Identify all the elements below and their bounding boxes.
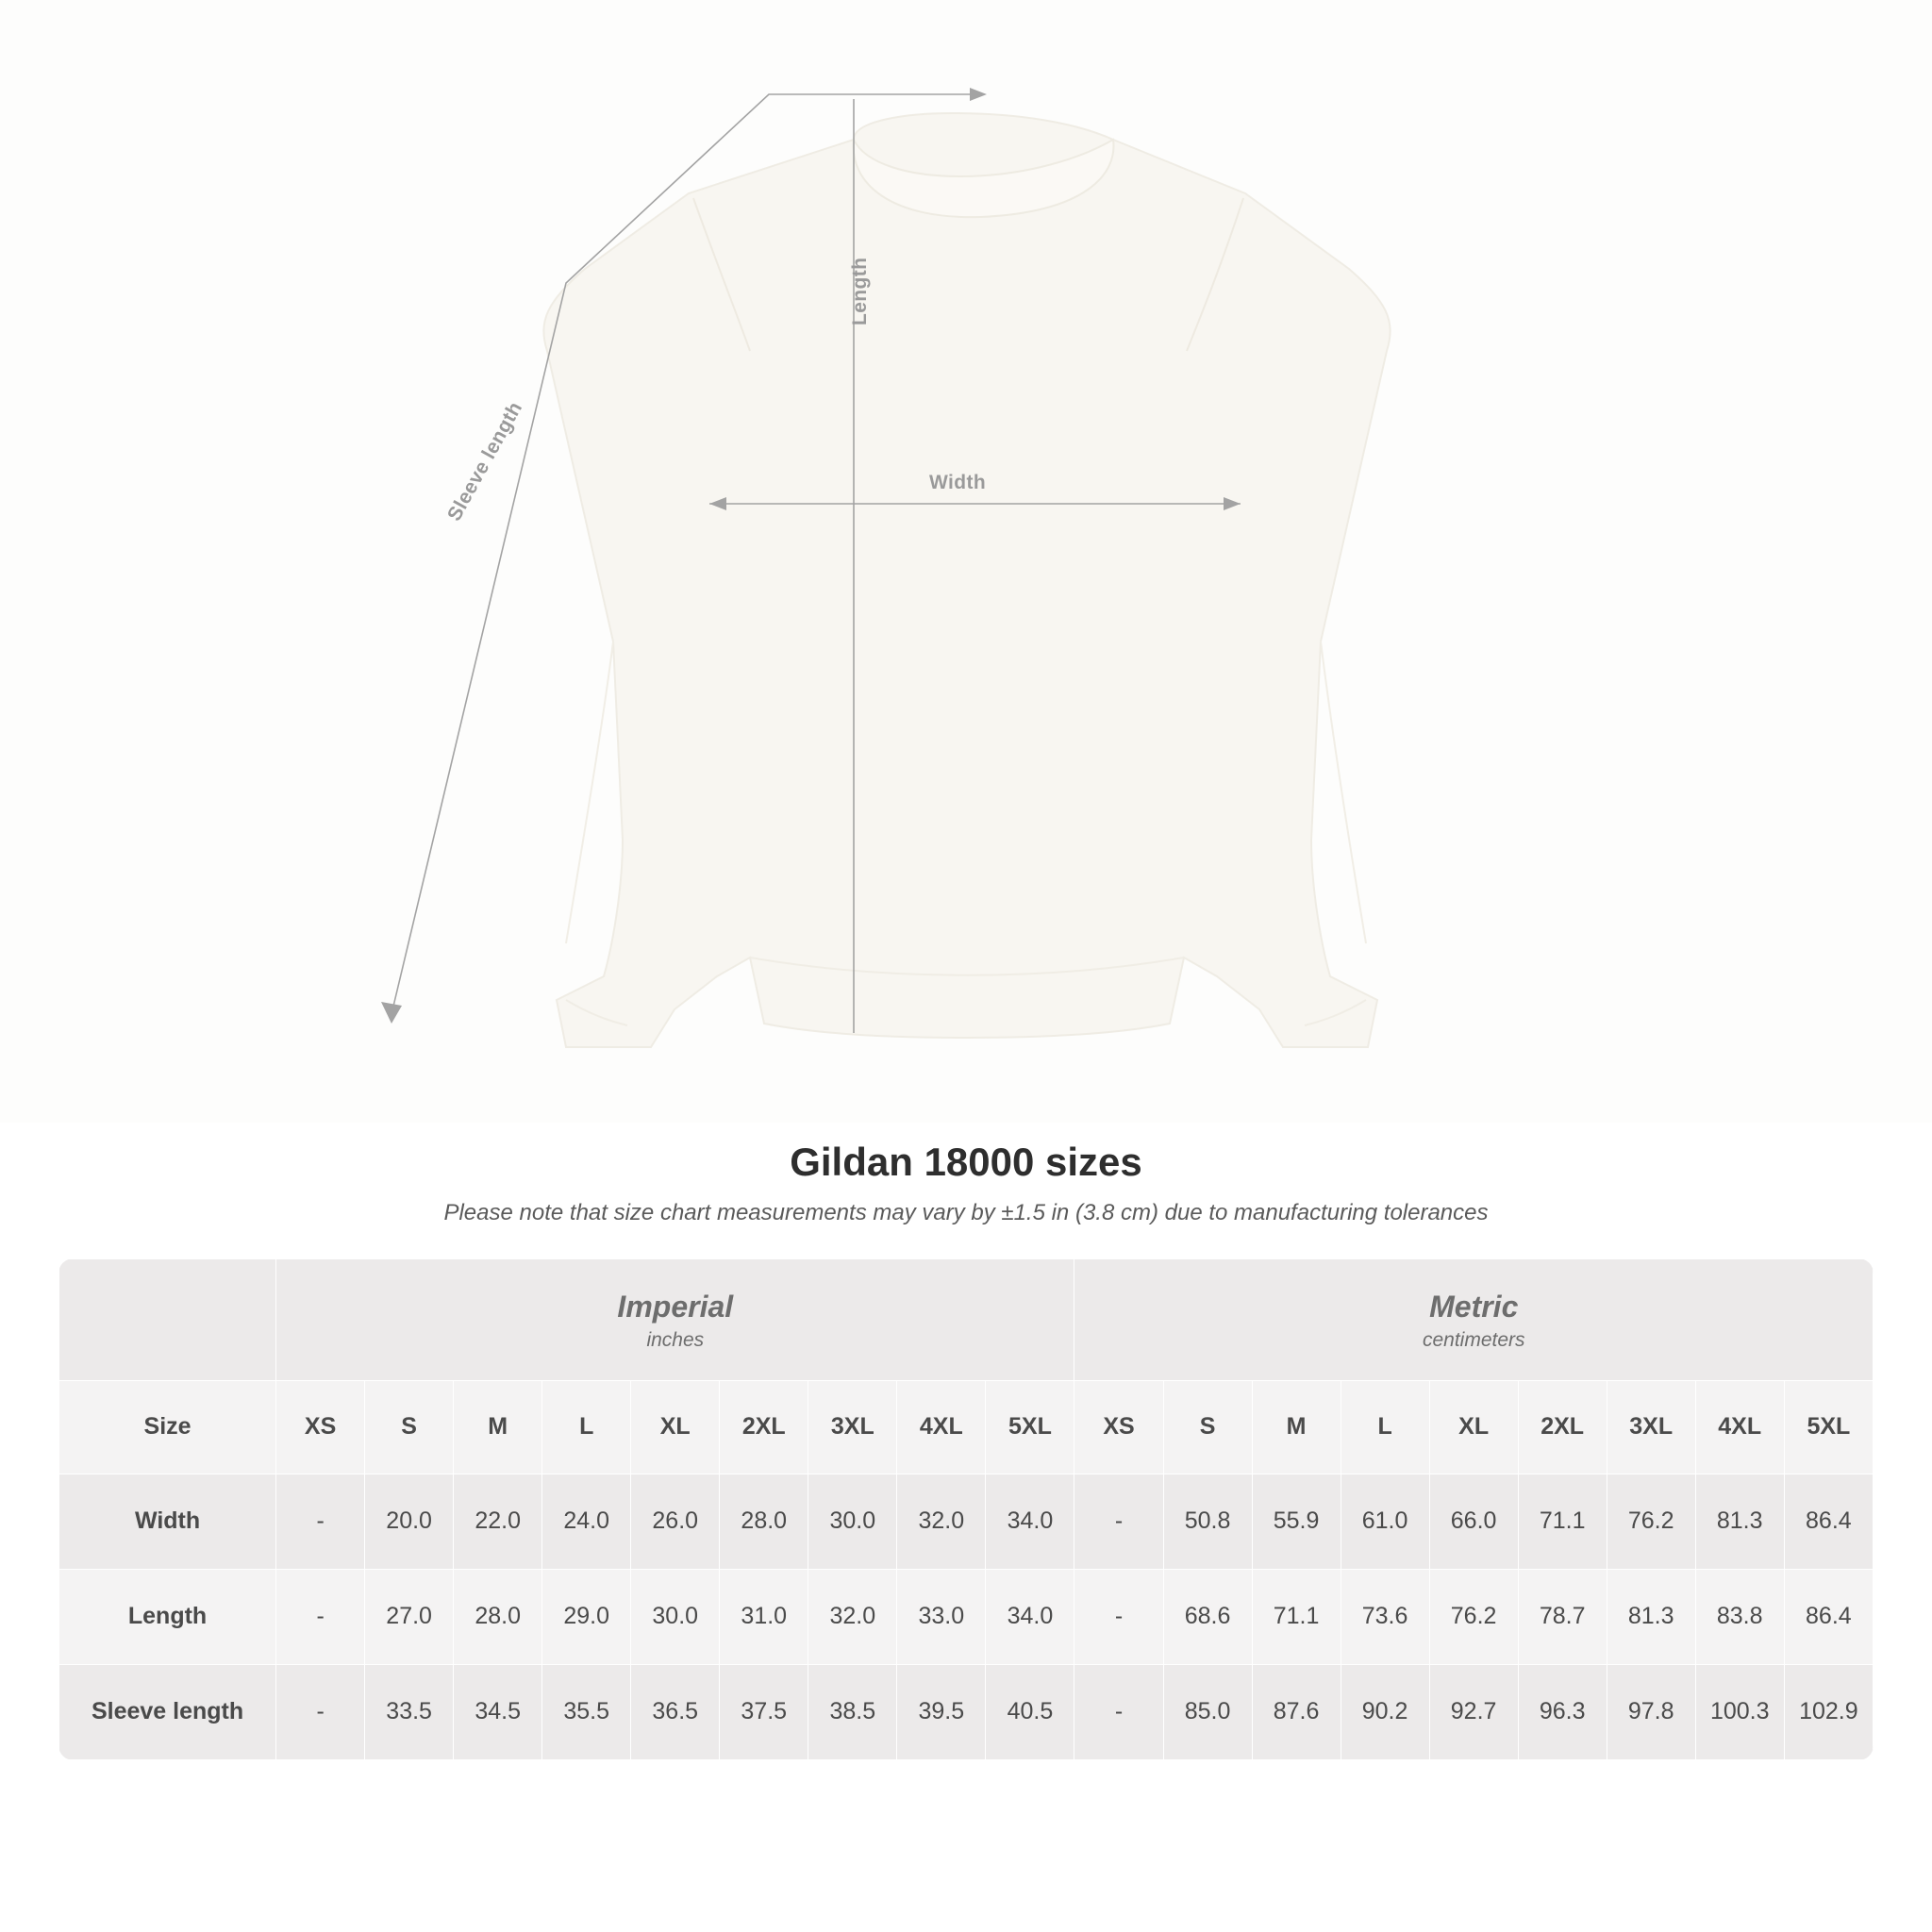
sleeve-metric-xs: - bbox=[1074, 1664, 1163, 1759]
width-metric-3xl: 76.2 bbox=[1607, 1474, 1695, 1569]
width-imperial-l: 24.0 bbox=[542, 1474, 631, 1569]
row-label-width: Width bbox=[59, 1474, 276, 1569]
width-metric-xs: - bbox=[1074, 1474, 1163, 1569]
length-imperial-5xl: 34.0 bbox=[986, 1569, 1074, 1664]
page-title: Gildan 18000 sizes bbox=[790, 1140, 1142, 1184]
length-metric-2xl: 78.7 bbox=[1518, 1569, 1607, 1664]
size-header-imperial-m: M bbox=[454, 1380, 542, 1474]
sweatshirt-shape bbox=[543, 113, 1390, 1047]
table-row bbox=[59, 1569, 1874, 1664]
size-header-label: Size bbox=[59, 1380, 276, 1474]
sleeve-imperial-5xl: 40.5 bbox=[986, 1664, 1074, 1759]
length-imperial-4xl: 33.0 bbox=[897, 1569, 986, 1664]
length-imperial-xl: 30.0 bbox=[631, 1569, 720, 1664]
width-imperial-3xl: 30.0 bbox=[808, 1474, 897, 1569]
width-imperial-s: 20.0 bbox=[365, 1474, 454, 1569]
row-label-sleeve-length: Sleeve length bbox=[59, 1664, 276, 1759]
width-metric-l: 61.0 bbox=[1341, 1474, 1429, 1569]
width-metric-xl: 66.0 bbox=[1429, 1474, 1518, 1569]
length-metric-m: 71.1 bbox=[1252, 1569, 1341, 1664]
length-metric-xl: 76.2 bbox=[1429, 1569, 1518, 1664]
unit-imperial-sub: inches bbox=[646, 1329, 705, 1351]
width-metric-4xl: 81.3 bbox=[1695, 1474, 1784, 1569]
sleeve-metric-5xl: 102.9 bbox=[1784, 1664, 1873, 1759]
unit-group-metric bbox=[1074, 1259, 1874, 1381]
table-row bbox=[59, 1664, 1874, 1759]
width-metric-m: 55.9 bbox=[1252, 1474, 1341, 1569]
length-imperial-3xl: 32.0 bbox=[808, 1569, 897, 1664]
length-dimension-label: Length bbox=[849, 257, 871, 325]
length-imperial-m: 28.0 bbox=[454, 1569, 542, 1664]
unit-imperial-name: Imperial bbox=[617, 1290, 734, 1324]
sleeve-metric-l: 90.2 bbox=[1341, 1664, 1429, 1759]
unit-metric-name: Metric bbox=[1429, 1290, 1519, 1324]
length-metric-5xl: 86.4 bbox=[1784, 1569, 1873, 1664]
sleeve-imperial-2xl: 37.5 bbox=[720, 1664, 808, 1759]
size-header-imperial-5xl: 5XL bbox=[986, 1380, 1074, 1474]
size-table-wrapper bbox=[58, 1258, 1874, 1760]
width-metric-2xl: 71.1 bbox=[1518, 1474, 1607, 1569]
row-label-length: Length bbox=[59, 1569, 276, 1664]
length-metric-s: 68.6 bbox=[1163, 1569, 1252, 1664]
sleeve-metric-xl: 92.7 bbox=[1429, 1664, 1518, 1759]
size-header-metric-l: L bbox=[1341, 1380, 1429, 1474]
sleeve-metric-m: 87.6 bbox=[1252, 1664, 1341, 1759]
size-header-imperial-s: S bbox=[365, 1380, 454, 1474]
sleeve-imperial-l: 35.5 bbox=[542, 1664, 631, 1759]
width-dimension-label: Width bbox=[929, 472, 987, 493]
size-header-metric-xs: XS bbox=[1074, 1380, 1163, 1474]
sleeve-imperial-3xl: 38.5 bbox=[808, 1664, 897, 1759]
sleeve-metric-s: 85.0 bbox=[1163, 1664, 1252, 1759]
length-metric-xs: - bbox=[1074, 1569, 1163, 1664]
size-header-imperial-xs: XS bbox=[276, 1380, 365, 1474]
size-header-row bbox=[59, 1380, 1874, 1474]
size-header-metric-5xl: 5XL bbox=[1784, 1380, 1873, 1474]
size-header-imperial-4xl: 4XL bbox=[897, 1380, 986, 1474]
sleeve-length-dimension-label: Sleeve length bbox=[443, 398, 527, 525]
width-imperial-2xl: 28.0 bbox=[720, 1474, 808, 1569]
tolerance-note: Please note that size chart measurements may vary by ±1.5 in (3.8 cm) due to manufacturing tolerances bbox=[443, 1200, 1489, 1225]
length-imperial-xs: - bbox=[276, 1569, 365, 1664]
width-imperial-m: 22.0 bbox=[454, 1474, 542, 1569]
length-imperial-s: 27.0 bbox=[365, 1569, 454, 1664]
unit-group-imperial bbox=[276, 1259, 1074, 1381]
sleeve-imperial-xl: 36.5 bbox=[631, 1664, 720, 1759]
sleeve-imperial-m: 34.5 bbox=[454, 1664, 542, 1759]
length-imperial-2xl: 31.0 bbox=[720, 1569, 808, 1664]
size-table bbox=[58, 1258, 1874, 1760]
size-header-metric-3xl: 3XL bbox=[1607, 1380, 1695, 1474]
table-row bbox=[59, 1474, 1874, 1569]
size-header-metric-2xl: 2XL bbox=[1518, 1380, 1607, 1474]
unit-header-spacer bbox=[59, 1259, 276, 1381]
length-metric-4xl: 83.8 bbox=[1695, 1569, 1784, 1664]
size-header-imperial-2xl: 2XL bbox=[720, 1380, 808, 1474]
size-header-metric-xl: XL bbox=[1429, 1380, 1518, 1474]
width-imperial-xs: - bbox=[276, 1474, 365, 1569]
size-header-imperial-l: L bbox=[542, 1380, 631, 1474]
width-metric-s: 50.8 bbox=[1163, 1474, 1252, 1569]
sleeve-metric-4xl: 100.3 bbox=[1695, 1664, 1784, 1759]
size-header-imperial-xl: XL bbox=[631, 1380, 720, 1474]
width-imperial-xl: 26.0 bbox=[631, 1474, 720, 1569]
length-metric-3xl: 81.3 bbox=[1607, 1569, 1695, 1664]
size-header-imperial-3xl: 3XL bbox=[808, 1380, 897, 1474]
length-imperial-l: 29.0 bbox=[542, 1569, 631, 1664]
sleeve-imperial-4xl: 39.5 bbox=[897, 1664, 986, 1759]
sleeve-imperial-xs: - bbox=[276, 1664, 365, 1759]
sleeve-metric-3xl: 97.8 bbox=[1607, 1664, 1695, 1759]
width-metric-5xl: 86.4 bbox=[1784, 1474, 1873, 1569]
width-imperial-4xl: 32.0 bbox=[897, 1474, 986, 1569]
title-block bbox=[0, 1140, 1932, 1226]
size-header-metric-s: S bbox=[1163, 1380, 1252, 1474]
length-metric-l: 73.6 bbox=[1341, 1569, 1429, 1664]
unit-header-row bbox=[59, 1259, 1874, 1381]
size-header-metric-4xl: 4XL bbox=[1695, 1380, 1784, 1474]
width-imperial-5xl: 34.0 bbox=[986, 1474, 1074, 1569]
unit-metric-sub: centimeters bbox=[1422, 1329, 1525, 1351]
size-header-metric-m: M bbox=[1252, 1380, 1341, 1474]
sleeve-imperial-s: 33.5 bbox=[365, 1664, 454, 1759]
sleeve-metric-2xl: 96.3 bbox=[1518, 1664, 1607, 1759]
